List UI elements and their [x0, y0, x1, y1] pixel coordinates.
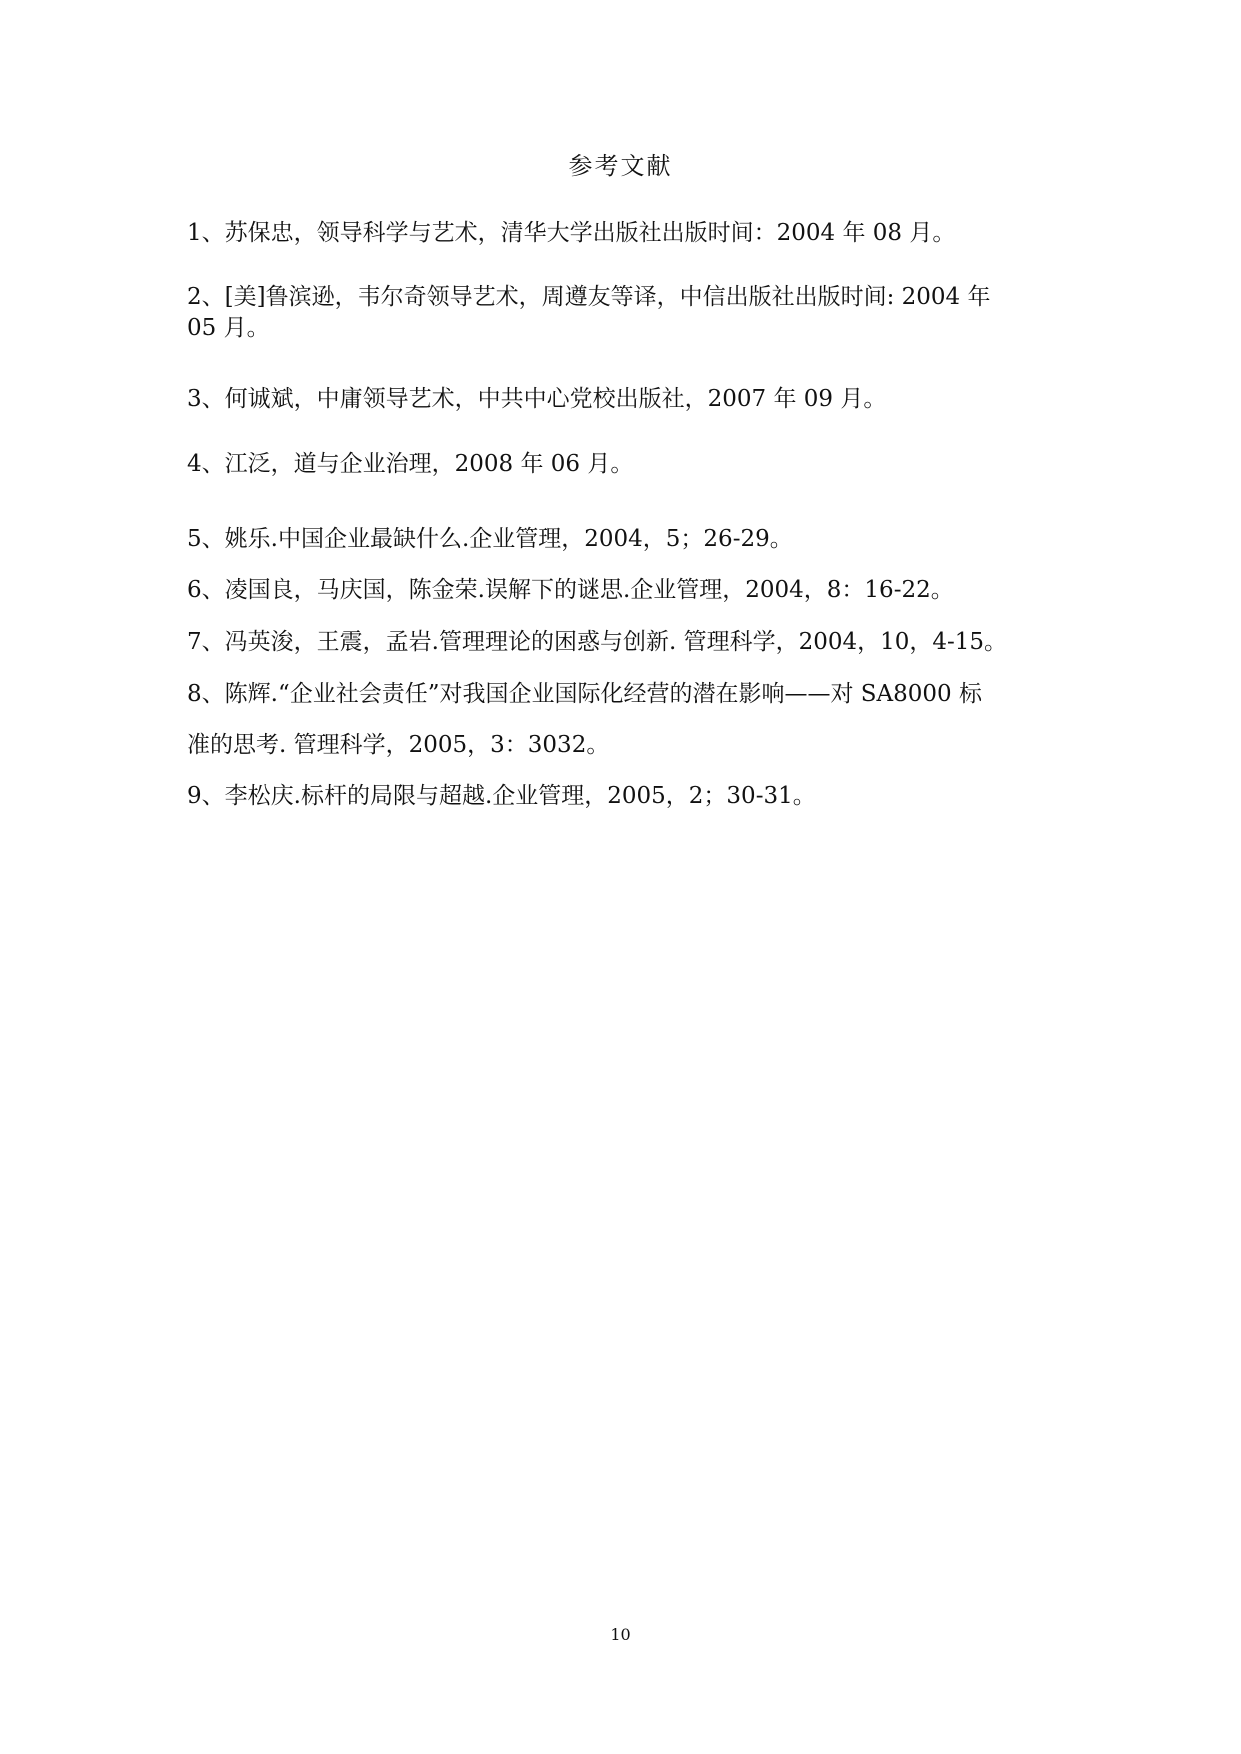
reference-item — [187, 679, 1067, 761]
reference-item — [187, 384, 1067, 415]
reference-text: 4、江泛，道与企业治理，2008 年 06 月。 — [187, 451, 634, 477]
reference-item — [187, 781, 1067, 812]
reference-text: 2、[美]鲁滨逊，韦尔奇领导艺术，周遵友等译，中信出版社出版时间: 2004 年 — [187, 284, 991, 310]
reference-item — [187, 627, 1067, 658]
reference-text: 8、陈辉.“企业社会责任”对我国企业国际化经营的潜在影响——对 SA8000 标 — [187, 681, 982, 707]
reference-text: 9、李松庆.标杆的局限与超越.企业管理，2005，2；30-31。 — [187, 783, 816, 809]
page-number: 10 — [610, 1625, 631, 1644]
reference-item — [187, 282, 1067, 344]
reference-text-continued: 准的思考. 管理科学，2005，3：3032。 — [187, 732, 610, 758]
reference-item — [187, 575, 1067, 606]
reference-text: 3、何诚斌，中庸领导艺术，中共中心党校出版社，2007 年 09 月。 — [187, 386, 887, 412]
reference-item — [187, 524, 1067, 555]
reference-text: 5、姚乐.中国企业最缺什么.企业管理，2004，5；26-29。 — [187, 526, 793, 552]
reference-text: 1、苏保忠，领导科学与艺术，清华大学出版社出版时间：2004 年 08 月。 — [187, 220, 956, 246]
reference-item — [187, 218, 1067, 249]
reference-text: 6、凌国良，马庆国，陈金荣.误解下的谜思.企业管理，2004，8：16-22。 — [187, 577, 954, 603]
reference-item — [187, 449, 1067, 480]
reference-text-continued: 05 月。 — [187, 315, 270, 341]
page-title: 参考文献 — [568, 152, 673, 180]
reference-text: 7、冯英浚，王震，孟岩.管理理论的困惑与创新. 管理科学，2004，10，4-15。 — [187, 629, 1008, 655]
